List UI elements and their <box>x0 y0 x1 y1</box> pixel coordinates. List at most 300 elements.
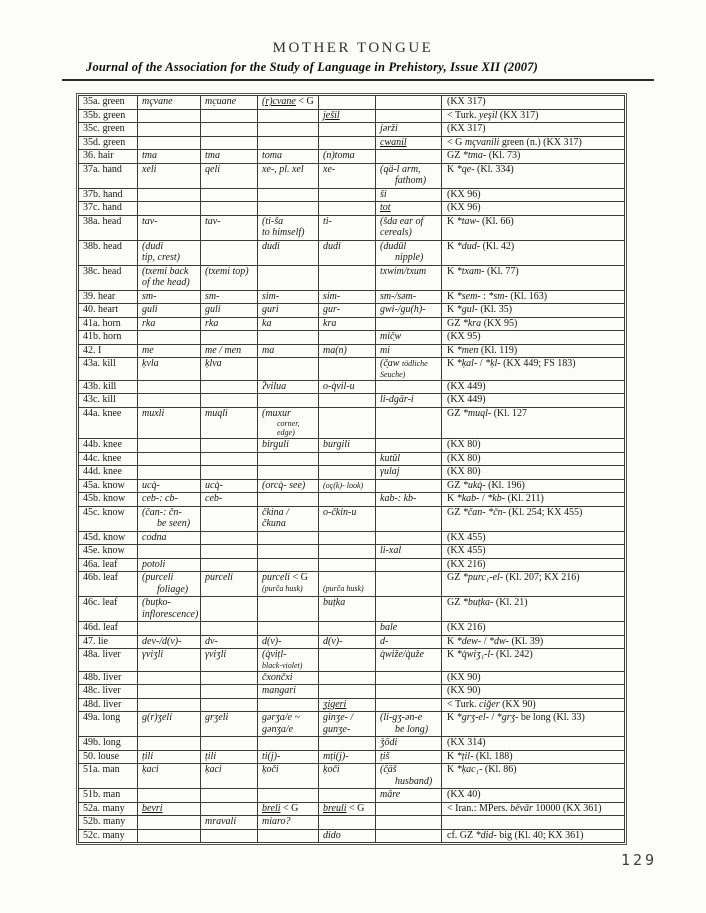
comparison-cell: GZ *muql- (Kl. 127 <box>442 407 625 439</box>
form-cell: mc̣uane <box>201 96 258 110</box>
form-cell <box>319 452 376 466</box>
header-rule <box>62 79 654 81</box>
table-row <box>79 622 625 636</box>
form-cell <box>138 545 201 559</box>
form-cell: (dudi tip, crest) <box>138 240 201 265</box>
form-cell: ḳvla <box>138 358 201 381</box>
form-cell <box>201 685 258 699</box>
entry-label: 43a. kill <box>79 358 138 381</box>
form-cell <box>376 558 442 572</box>
form-cell <box>201 737 258 751</box>
entry-label: 37b. hand <box>79 188 138 202</box>
comparison-cell <box>442 816 625 830</box>
table-row <box>79 558 625 572</box>
entry-label: 52b. many <box>79 816 138 830</box>
comparison-cell: (KX 80) <box>442 439 625 453</box>
entry-label: 46b. leaf <box>79 572 138 597</box>
entry-label: 48c. liver <box>79 685 138 699</box>
comparison-cell: (KX 96) <box>442 202 625 216</box>
entry-label: 44b. knee <box>79 439 138 453</box>
form-cell <box>376 531 442 545</box>
form-cell: ʔvilua <box>258 380 319 394</box>
form-cell: o-čkin-u <box>319 506 376 531</box>
form-cell <box>201 202 258 216</box>
page-number: 129 <box>621 851 658 869</box>
form-cell <box>258 789 319 803</box>
form-cell: sm- <box>201 290 258 304</box>
form-cell: d(v)- <box>319 635 376 649</box>
comparison-cell: (KX 449) <box>442 394 625 408</box>
comparison-cell: (KX 216) <box>442 558 625 572</box>
form-cell <box>201 109 258 123</box>
form-cell: ješil <box>319 109 376 123</box>
entry-label: 46d. leaf <box>79 622 138 636</box>
form-cell <box>201 545 258 559</box>
comparison-cell: (KX 80) <box>442 466 625 480</box>
form-cell <box>138 671 201 685</box>
table-row <box>79 829 625 843</box>
form-cell: mangari <box>258 685 319 699</box>
form-cell <box>201 802 258 816</box>
form-cell <box>319 265 376 290</box>
form-cell: sm- <box>138 290 201 304</box>
form-cell: rka <box>138 317 201 331</box>
form-cell: dudi <box>258 240 319 265</box>
form-cell <box>201 331 258 345</box>
form-cell: (čan-: čn- be seen) <box>138 506 201 531</box>
table-row <box>79 531 625 545</box>
form-cell: birguli <box>258 439 319 453</box>
form-cell <box>376 150 442 164</box>
form-cell: māre <box>376 789 442 803</box>
table-row <box>79 344 625 358</box>
comparison-cell: (KX 80) <box>442 452 625 466</box>
entry-label: 52a. many <box>79 802 138 816</box>
form-cell <box>376 685 442 699</box>
form-cell: qeli <box>201 163 258 188</box>
comparison-cell: K *txam- (Kl. 77) <box>442 265 625 290</box>
form-cell: ceb-: cb- <box>138 493 201 507</box>
form-cell: ǯōdi <box>376 737 442 751</box>
form-cell: me / men <box>201 344 258 358</box>
form-cell <box>376 698 442 712</box>
entry-label: 51b. man <box>79 789 138 803</box>
form-cell: ginʒe- / gunʒe- <box>319 712 376 737</box>
form-cell <box>376 816 442 830</box>
entry-label: 35d. green <box>79 136 138 150</box>
table-row <box>79 265 625 290</box>
form-cell <box>376 109 442 123</box>
table-row <box>79 163 625 188</box>
form-cell: bevri <box>138 802 201 816</box>
entry-label: 45d. know <box>79 531 138 545</box>
form-cell <box>201 439 258 453</box>
form-cell <box>319 493 376 507</box>
form-cell <box>319 685 376 699</box>
form-cell: d- <box>376 635 442 649</box>
table-row <box>79 439 625 453</box>
comparison-cell: K *kab- / *kb- (Kl. 211) <box>442 493 625 507</box>
table-row <box>79 123 625 137</box>
form-cell: miaro? <box>258 816 319 830</box>
form-cell <box>319 358 376 381</box>
form-cell: γulaj <box>376 466 442 480</box>
form-cell <box>376 829 442 843</box>
form-cell: (oç(k)- look) <box>319 479 376 493</box>
table-row <box>79 479 625 493</box>
table-row <box>79 215 625 240</box>
form-cell <box>319 816 376 830</box>
form-cell: txwim/txum <box>376 265 442 290</box>
form-cell: toma <box>258 150 319 164</box>
table-row <box>79 737 625 751</box>
table-row <box>79 572 625 597</box>
form-cell: mravali <box>201 816 258 830</box>
comparison-cell: K *sem- : *sm- (Kl. 163) <box>442 290 625 304</box>
form-cell: o-q̇vil-u <box>319 380 376 394</box>
form-cell <box>319 545 376 559</box>
form-cell: breli < G <box>258 802 319 816</box>
entry-label: 44d. knee <box>79 466 138 480</box>
form-cell: ʒigeri <box>319 698 376 712</box>
table-row <box>79 635 625 649</box>
form-cell: dido <box>319 829 376 843</box>
form-cell: (buṭko- inflorescence) <box>138 597 201 622</box>
table-row <box>79 545 625 559</box>
form-cell: ceb- <box>201 493 258 507</box>
form-cell: (dudūl nipple) <box>376 240 442 265</box>
table-row <box>79 331 625 345</box>
form-cell <box>138 123 201 137</box>
table-row <box>79 802 625 816</box>
entry-label: 38b. head <box>79 240 138 265</box>
entry-label: 49b. long <box>79 737 138 751</box>
form-cell <box>138 202 201 216</box>
table-row <box>79 240 625 265</box>
comparison-cell: K *dud- (Kl. 42) <box>442 240 625 265</box>
entry-label: 35c. green <box>79 123 138 137</box>
table-row <box>79 466 625 480</box>
form-cell: γviʒli <box>138 649 201 672</box>
form-cell <box>138 188 201 202</box>
form-cell <box>319 407 376 439</box>
comparison-cell: cf. GZ *did- big (Kl. 40; KX 361) <box>442 829 625 843</box>
form-cell: tav- <box>138 215 201 240</box>
form-cell: (q̇viṭl- black-violet) <box>258 649 319 672</box>
form-cell <box>201 136 258 150</box>
form-cell <box>258 123 319 137</box>
form-cell <box>201 698 258 712</box>
form-cell <box>258 622 319 636</box>
form-cell: breuli < G <box>319 802 376 816</box>
form-cell <box>201 123 258 137</box>
form-cell <box>138 394 201 408</box>
form-cell: kra <box>319 317 376 331</box>
form-cell: grʒeli <box>201 712 258 737</box>
table-row <box>79 649 625 672</box>
cognate-table <box>78 95 625 843</box>
form-cell <box>319 737 376 751</box>
form-cell: jərži <box>376 123 442 137</box>
cognate-table-body <box>79 96 625 843</box>
form-cell: ti- <box>319 215 376 240</box>
table-row <box>79 407 625 439</box>
form-cell <box>138 439 201 453</box>
entry-label: 38c. head <box>79 265 138 290</box>
comparison-cell: K *ḳac₁- (Kl. 86) <box>442 764 625 789</box>
entry-label: 36. hair <box>79 150 138 164</box>
entry-label: 48b. liver <box>79 671 138 685</box>
entry-label: 42. I <box>79 344 138 358</box>
form-cell: mṭi(j)- <box>319 750 376 764</box>
form-cell <box>138 698 201 712</box>
form-cell <box>319 671 376 685</box>
entry-label: 43c. kill <box>79 394 138 408</box>
form-cell <box>201 466 258 480</box>
entry-label: 45e. know <box>79 545 138 559</box>
form-cell <box>201 188 258 202</box>
form-cell <box>138 622 201 636</box>
table-row <box>79 816 625 830</box>
form-cell: kutūl <box>376 452 442 466</box>
table-row <box>79 136 625 150</box>
form-cell: čxončxi <box>258 671 319 685</box>
form-cell: ka <box>258 317 319 331</box>
form-cell <box>138 109 201 123</box>
entry-label: 44a. knee <box>79 407 138 439</box>
comparison-cell: GZ *buṭka- (Kl. 21) <box>442 597 625 622</box>
comparison-cell: GZ *ukq̇- (Kl. 196) <box>442 479 625 493</box>
table-row <box>79 698 625 712</box>
form-cell: purceli <box>201 572 258 597</box>
form-cell: (txemi back of the head) <box>138 265 201 290</box>
form-cell: potoli <box>138 558 201 572</box>
form-cell <box>319 558 376 572</box>
form-cell: tma <box>201 150 258 164</box>
form-cell: tot <box>376 202 442 216</box>
form-cell <box>376 317 442 331</box>
form-cell: bale <box>376 622 442 636</box>
entry-label: 51a. man <box>79 764 138 789</box>
form-cell <box>319 531 376 545</box>
form-cell <box>319 331 376 345</box>
form-cell <box>258 358 319 381</box>
form-cell <box>319 649 376 672</box>
form-cell <box>138 331 201 345</box>
entry-label: 48a. liver <box>79 649 138 672</box>
form-cell: kab-: kb- <box>376 493 442 507</box>
comparison-cell: (KX 90) <box>442 685 625 699</box>
form-cell <box>201 829 258 843</box>
comparison-cell: (KX 317) <box>442 123 625 137</box>
form-cell: rka <box>201 317 258 331</box>
form-cell: dev-/d(v)- <box>138 635 201 649</box>
entry-label: 35a. green <box>79 96 138 110</box>
form-cell <box>376 439 442 453</box>
form-cell <box>319 394 376 408</box>
form-cell <box>258 265 319 290</box>
form-cell: ši <box>376 188 442 202</box>
form-cell: sm-/səm- <box>376 290 442 304</box>
form-cell: ti(j)- <box>258 750 319 764</box>
form-cell: dudi <box>319 240 376 265</box>
form-cell: (li-gʒ-ən-e be long) <box>376 712 442 737</box>
table-row <box>79 317 625 331</box>
comparison-cell: (KX 90) <box>442 671 625 685</box>
form-cell: xe- <box>319 163 376 188</box>
entry-label: 50. louse <box>79 750 138 764</box>
comparison-cell: K *ḳal- / *ḳl- (KX 449; FS 183) <box>442 358 625 381</box>
comparison-cell: (KX 216) <box>442 622 625 636</box>
entry-label: 46a. leaf <box>79 558 138 572</box>
form-cell <box>376 671 442 685</box>
form-cell: guli <box>201 304 258 318</box>
form-cell: guri <box>258 304 319 318</box>
form-cell <box>376 96 442 110</box>
form-cell: burgili <box>319 439 376 453</box>
form-cell <box>258 597 319 622</box>
form-cell <box>201 597 258 622</box>
comparison-cell: K *qe- (Kl. 334) <box>442 163 625 188</box>
table-row <box>79 671 625 685</box>
comparison-cell: K *gul- (Kl. 35) <box>442 304 625 318</box>
comparison-cell: (KX 317) <box>442 96 625 110</box>
form-cell <box>258 452 319 466</box>
table-row <box>79 685 625 699</box>
table-row <box>79 493 625 507</box>
form-cell <box>258 829 319 843</box>
form-cell <box>138 789 201 803</box>
form-cell: ṭiš <box>376 750 442 764</box>
form-cell: me <box>138 344 201 358</box>
form-cell: ḳaci <box>138 764 201 789</box>
table-row <box>79 358 625 381</box>
comparison-cell: < Iran.: MPers. bēvār 10000 (KX 361) <box>442 802 625 816</box>
form-cell <box>258 188 319 202</box>
form-cell: gwi-/gu(h)- <box>376 304 442 318</box>
form-cell: (ti-ša to himself) <box>258 215 319 240</box>
form-cell: buṭka <box>319 597 376 622</box>
form-cell <box>376 380 442 394</box>
form-cell <box>319 622 376 636</box>
form-cell: ṭili <box>138 750 201 764</box>
form-cell <box>201 671 258 685</box>
entry-label: 49a. long <box>79 712 138 737</box>
form-cell <box>258 558 319 572</box>
entry-label: 37c. hand <box>79 202 138 216</box>
table-row <box>79 290 625 304</box>
form-cell: (purča husk) <box>319 572 376 597</box>
form-cell: (n)toma <box>319 150 376 164</box>
form-cell: sim- <box>319 290 376 304</box>
form-cell: cwanil <box>376 136 442 150</box>
table-row <box>79 506 625 531</box>
comparison-cell: (KX 96) <box>442 188 625 202</box>
form-cell <box>258 109 319 123</box>
table-row <box>79 394 625 408</box>
entry-label: 35b. green <box>79 109 138 123</box>
journal-subtitle: Journal of the Association for the Study of Language in Prehistory, Issue XII (2007) <box>86 60 539 74</box>
entry-label: 45b. know <box>79 493 138 507</box>
table-row <box>79 109 625 123</box>
form-cell: muxli <box>138 407 201 439</box>
form-cell: guli <box>138 304 201 318</box>
form-cell: (č̣aw tödliche Seuche) <box>376 358 442 381</box>
form-cell <box>258 202 319 216</box>
entry-label: 45c. know <box>79 506 138 531</box>
table-row <box>79 188 625 202</box>
form-cell: γviʒli <box>201 649 258 672</box>
entry-label: 44c. knee <box>79 452 138 466</box>
form-cell: tma <box>138 150 201 164</box>
form-cell: g(r)ʒeli <box>138 712 201 737</box>
form-cell: tav- <box>201 215 258 240</box>
table-row <box>79 750 625 764</box>
form-cell: ṭili <box>201 750 258 764</box>
form-cell: (šda ear of cereals) <box>376 215 442 240</box>
comparison-cell: K *dew- / *dw- (Kl. 39) <box>442 635 625 649</box>
form-cell: ma(n) <box>319 344 376 358</box>
form-cell <box>138 737 201 751</box>
form-cell <box>319 466 376 480</box>
form-cell: mi <box>376 344 442 358</box>
form-cell: ḳlva <box>201 358 258 381</box>
form-cell <box>319 123 376 137</box>
comparison-cell: K *q̇wiʒ₁-l- (Kl. 242) <box>442 649 625 672</box>
table-row <box>79 712 625 737</box>
form-cell: čkina / čkuna <box>258 506 319 531</box>
form-cell: xe-, pl. xel <box>258 163 319 188</box>
comparison-cell: (KX 455) <box>442 531 625 545</box>
form-cell: (qä-l arm, fathom) <box>376 163 442 188</box>
table-row <box>79 764 625 789</box>
entry-label: 43b. kill <box>79 380 138 394</box>
form-cell <box>201 380 258 394</box>
form-cell: (purceli foliage) <box>138 572 201 597</box>
form-cell <box>138 380 201 394</box>
table-row <box>79 202 625 216</box>
comparison-cell: < Turk. yeşil (KX 317) <box>442 109 625 123</box>
form-cell <box>138 685 201 699</box>
entry-label: 38a. head <box>79 215 138 240</box>
form-cell: ma <box>258 344 319 358</box>
comparison-cell: GZ *purc₁-el- (Kl. 207; KX 216) <box>442 572 625 597</box>
comparison-cell: (KX 314) <box>442 737 625 751</box>
comparison-cell: GZ *kra (KX 95) <box>442 317 625 331</box>
comparison-cell: (KX 449) <box>442 380 625 394</box>
form-cell: li-dgär-i <box>376 394 442 408</box>
form-cell: codna <box>138 531 201 545</box>
form-cell <box>201 622 258 636</box>
form-cell <box>258 331 319 345</box>
table-row <box>79 452 625 466</box>
form-cell <box>201 394 258 408</box>
form-cell <box>376 479 442 493</box>
comparison-cell: (KX 455) <box>442 545 625 559</box>
form-cell: (muxur corner, edge) <box>258 407 319 439</box>
form-cell: sim- <box>258 290 319 304</box>
comparison-cell: K *ṭil- (Kl. 188) <box>442 750 625 764</box>
comparison-cell: (KX 95) <box>442 331 625 345</box>
form-cell: mič̣w <box>376 331 442 345</box>
form-cell: (txemi top) <box>201 265 258 290</box>
entry-label: 52c. many <box>79 829 138 843</box>
entry-label: 45a. know <box>79 479 138 493</box>
form-cell <box>201 558 258 572</box>
table-row <box>79 96 625 110</box>
form-cell <box>376 407 442 439</box>
form-cell: ḳoči <box>319 764 376 789</box>
